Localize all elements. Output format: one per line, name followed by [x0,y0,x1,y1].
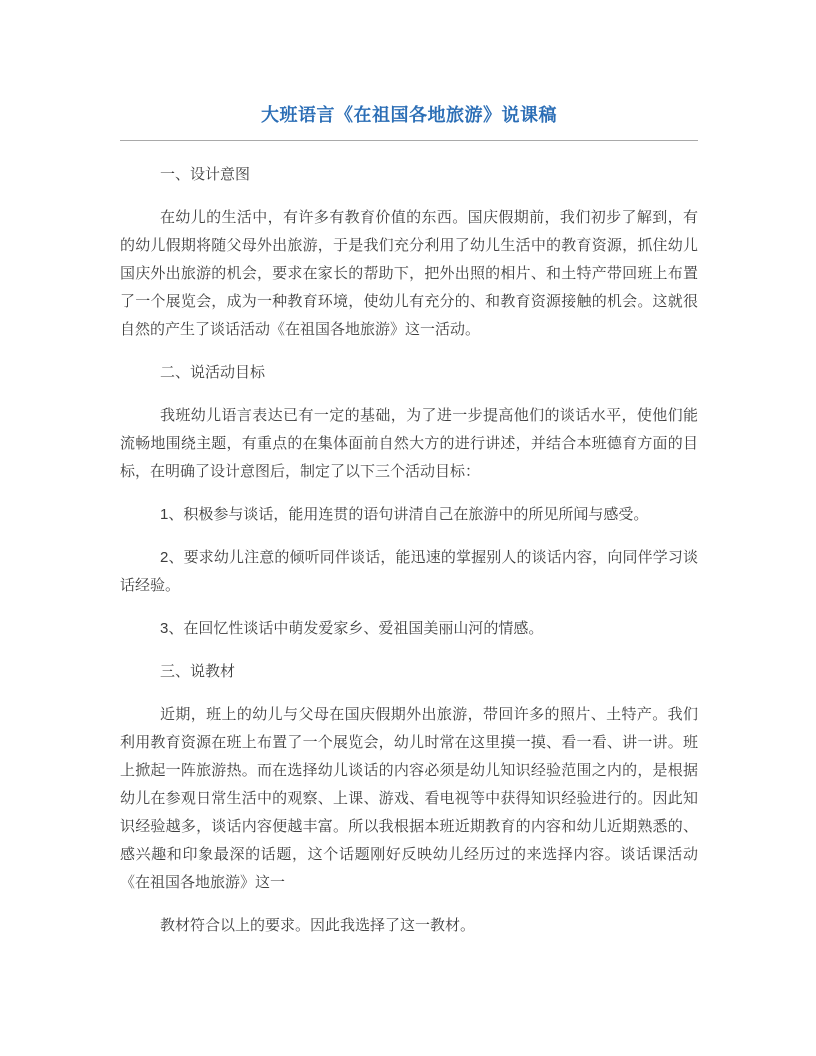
document-title: 大班语言《在祖国各地旅游》说课稿 [261,105,557,125]
paragraph-design-intent: 在幼儿的生活中，有许多有教育价值的东西。国庆假期前，我们初步了解到，有的幼儿假期将随父母外出旅游，于是我们充分利用了幼儿生活中的教育资源，抓住幼儿国庆外出旅游的机会，要求在家长的帮助下，把外出照的相片、和土特产带回班上布置了一个展览会，成为一种教育环境，使幼儿有充分的、和教育资源接触的机会。这就很自然的产生了谈话活动《在祖国各地旅游》这一活动。 [120,209,698,338]
list-item-goal-2: 2、要求幼儿注意的倾听同伴谈话，能迅速的掌握别人的谈话内容，向同伴学习谈话经验。 [120,549,698,594]
section-heading-teaching-material: 三、说教材 [160,663,236,680]
section-heading-activity-goals: 二、说活动目标 [160,364,266,381]
document-body [120,161,698,940]
paragraph-material-conclusion: 教材符合以上的要求。因此我选择了这一教材。 [160,917,476,934]
section-heading-design-intent: 一、设计意图 [160,166,251,183]
title-divider [120,140,698,141]
list-item-goal-1: 1、积极参与谈话，能用连贯的语句讲清自己在旅游中的所见所闻与感受。 [160,506,649,523]
paragraph-activity-goals-intro: 我班幼儿语言表达已有一定的基础，为了进一步提高他们的谈话水平，使他们能流畅地围绕主题，有重点的在集体面前自然大方的进行讲述，并结合本班德育方面的目标，在明确了设计意图后，制定了以下三个活动目标： [120,407,698,480]
paragraph-teaching-material: 近期，班上的幼儿与父母在国庆假期外出旅游，带回许多的照片、土特产。我们利用教育资源在班上布置了一个展览会，幼儿时常在这里摸一摸、看一看、讲一讲。班上掀起一阵旅游热。而在选择幼儿谈话的内容必须是幼儿知识经验范围之内的，是根据幼儿在参观日常生活中的观察、上课、游戏、看电视等中获得知识经验进行的。因此知识经验越多，谈话内容便越丰富。所以我根据本班近期教育的内容和幼儿近期熟悉的、感兴趣和印象最深的话题，这个话题刚好反映幼儿经历过的来选择内容。谈话课活动《在祖国各地旅游》这一 [120,706,698,891]
list-item-goal-3: 3、在回忆性谈话中萌发爱家乡、爱祖国美丽山河的情感。 [160,620,544,637]
